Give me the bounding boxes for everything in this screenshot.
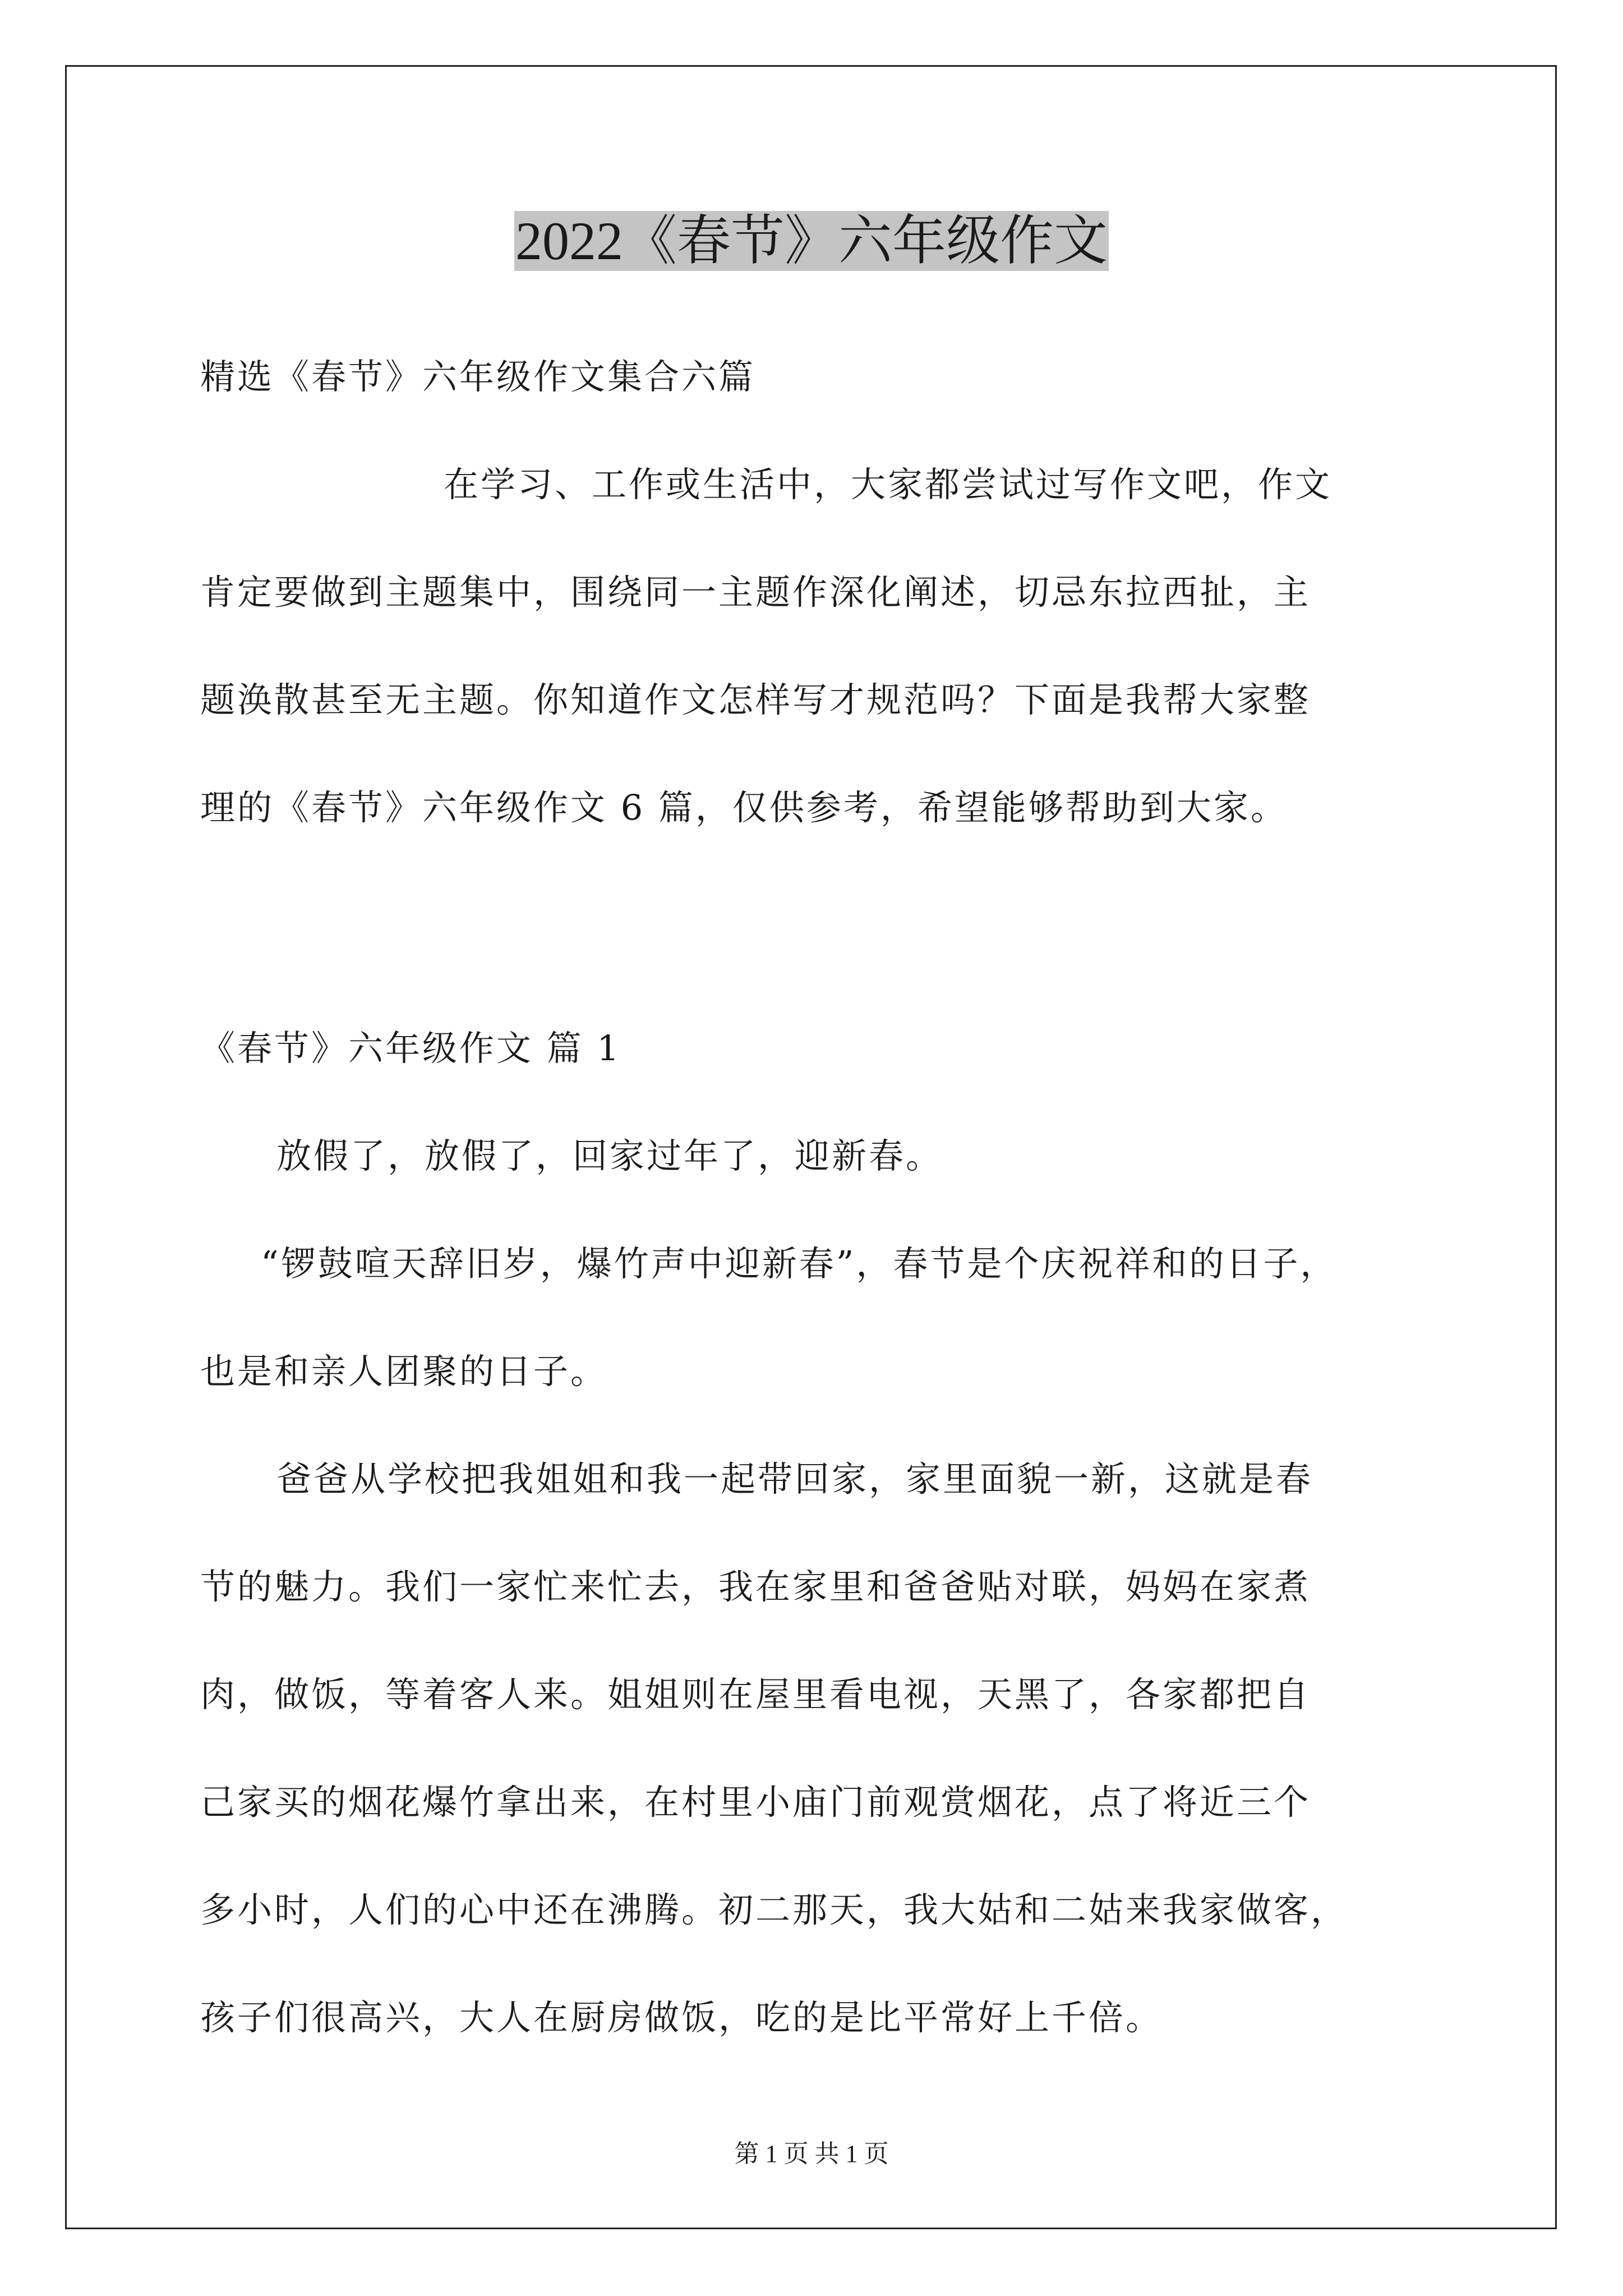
essay-line: 也是和亲人团聚的日子。 xyxy=(200,1351,608,1392)
document-subtitle: 精选《春节》六年级作文集合六篇 xyxy=(200,356,756,397)
page-footer: 第 1 页 共 1 页 xyxy=(734,2140,889,2168)
essay-line: “锣鼓喧天辞旧岁，爆竹声中迎新春”，春节是个庆祝祥和的日子， xyxy=(261,1243,1338,1284)
essay-body xyxy=(200,1102,1451,2072)
intro-line: 肯定要做到主题集中，围绕同一主题作深化阐述，切忌东拉西扯，主 xyxy=(200,572,1311,613)
intro-line: 题涣散甚至无主题。你知道作文怎样写才规范吗？下面是我帮大家整 xyxy=(200,679,1311,720)
essay-heading: 《春节》六年级作文 篇 1 xyxy=(200,1028,621,1069)
intro-paragraph xyxy=(200,431,1451,862)
document-title xyxy=(0,199,1623,283)
essay-line: 多小时，人们的心中还在沸腾。初二那天，我大姑和二姑来我家做客， xyxy=(200,1889,1348,1930)
essay-line: 放假了，放假了，回家过年了，迎新春。 xyxy=(276,1135,943,1176)
essay-line: 节的魅力。我们一家忙来忙去，我在家里和爸爸贴对联，妈妈在家煮 xyxy=(200,1566,1311,1607)
essay-line: 孩子们很高兴，大人在厨房做饭，吃的是比平常好上千倍。 xyxy=(200,1997,1163,2038)
essay-line: 己家买的烟花爆竹拿出来，在村里小庙门前观赏烟花，点了将近三个 xyxy=(200,1782,1311,1823)
title-text: 2022《春节》六年级作文 xyxy=(515,211,1108,271)
intro-line: 在学习、工作或生活中，大家都尝试过写作文吧，作文 xyxy=(444,464,1332,505)
intro-line: 理的《春节》六年级作文 6 篇，仅供参考，希望能够帮助到大家。 xyxy=(200,787,1288,828)
essay-line: 爸爸从学校把我姐姐和我一起带回家，家里面貌一新，这就是春 xyxy=(276,1458,1313,1499)
essay-line: 肉，做饭，等着客人来。姐姐则在屋里看电视，天黑了，各家都把自 xyxy=(200,1674,1311,1715)
